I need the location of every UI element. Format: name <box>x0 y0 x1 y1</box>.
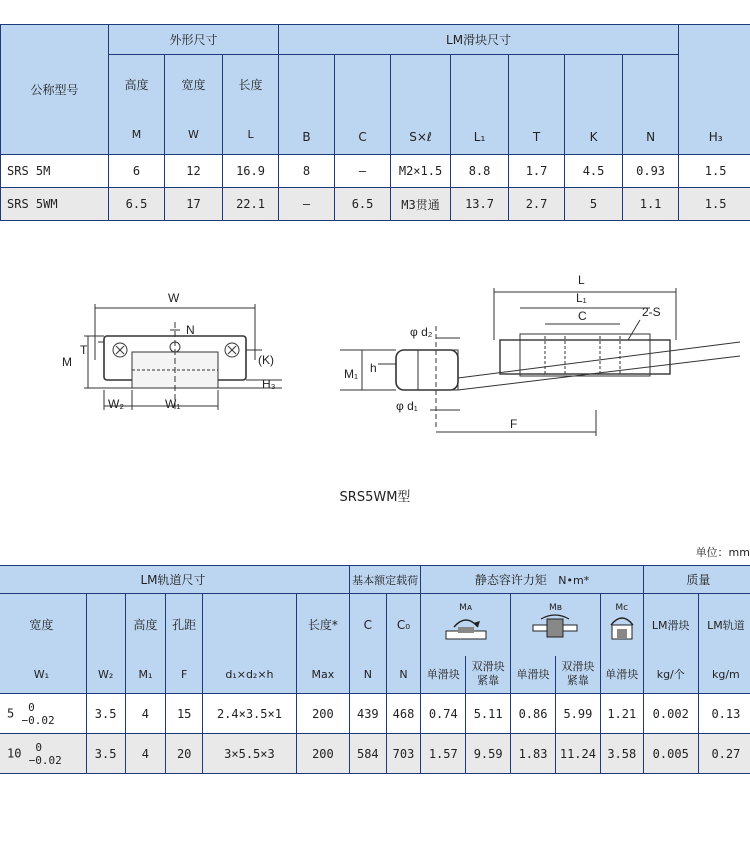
header-c0: C₀ <box>386 594 421 656</box>
tolerance <box>29 741 62 767</box>
cell: 13.7 <box>451 188 509 221</box>
w1-cell <box>0 734 86 774</box>
cell: 2.4×3.5×1 <box>203 694 297 734</box>
model-cell: SRS 5M <box>1 155 109 188</box>
diagram-caption: SRS5WM型 <box>339 490 411 505</box>
outer-dimensions-table <box>0 24 750 221</box>
cell: 6.5 <box>109 188 165 221</box>
cell: 5 <box>565 188 623 221</box>
label-f: F <box>510 417 518 431</box>
cell: 0.27 <box>698 734 750 774</box>
header-m1: M₁ <box>125 656 166 694</box>
table-row <box>0 734 750 774</box>
cell: 4 <box>125 734 166 774</box>
cell: 12 <box>165 155 223 188</box>
cell: 0.002 <box>643 694 698 734</box>
cell: 4.5 <box>565 155 623 188</box>
cell: 5.11 <box>466 694 511 734</box>
header-l: L <box>223 115 279 155</box>
tolerance <box>21 701 54 727</box>
cell: 8.8 <box>451 155 509 188</box>
header-kg-each: kg/个 <box>643 656 698 694</box>
header-ma-double: 双滑块紧靠 <box>466 656 511 694</box>
lm-block-dimensions-group: LM滑块尺寸 <box>279 25 679 55</box>
label-m1: M₁ <box>344 367 359 381</box>
cell: 1.5 <box>679 155 750 188</box>
header-l1: L₁ <box>451 55 509 155</box>
w1-cell <box>0 694 86 734</box>
table-row <box>0 694 750 734</box>
header-ma-single: 单滑块 <box>421 656 466 694</box>
cell: 1.1 <box>623 188 679 221</box>
header-s-l: S×ℓ <box>391 55 451 155</box>
model-cell: SRS 5WM <box>1 188 109 221</box>
mass-group: 质量 <box>643 566 750 594</box>
cell: 8 <box>279 155 335 188</box>
label-w1: W₁ <box>165 397 181 411</box>
moment-unit: N•m* <box>558 574 590 587</box>
cell: 5.99 <box>555 694 600 734</box>
header-blank <box>86 594 125 656</box>
header-pitch: 孔距 <box>166 594 203 656</box>
header-w1: W₁ <box>0 656 86 694</box>
label-c: C <box>578 309 587 323</box>
cell: 468 <box>386 694 421 734</box>
tol-lower: −0.02 <box>28 753 62 767</box>
cell: 3×5.5×3 <box>203 734 297 774</box>
header-mc-single: 单滑块 <box>600 656 643 694</box>
header-mb-double: 双滑块紧靠 <box>555 656 600 694</box>
header-c: C <box>335 55 391 155</box>
unit-label: 单位：mm <box>695 546 750 559</box>
header-width: 宽度 <box>165 55 223 115</box>
cell: 16.9 <box>223 155 279 188</box>
header-blank <box>203 594 297 656</box>
w1-value: 10 <box>7 746 22 760</box>
header-f: F <box>166 656 203 694</box>
cell: M2×1.5 <box>391 155 451 188</box>
label-h3: H₃ <box>262 377 276 391</box>
header-mb-single: 单滑块 <box>511 656 556 694</box>
header-t: T <box>509 55 565 155</box>
mb-moment-icon <box>525 613 585 643</box>
cell: 22.1 <box>223 188 279 221</box>
label-l1: L₁ <box>576 291 587 305</box>
cell: 3.58 <box>600 734 643 774</box>
outer-dimensions-group: 外形尺寸 <box>109 25 279 55</box>
label-l: L <box>578 273 585 287</box>
header-rail-length: 长度* <box>296 594 349 656</box>
label-d2: φ d₂ <box>410 325 433 339</box>
label-m: M <box>62 355 72 369</box>
label-n: N <box>186 323 195 337</box>
rail-dimensions-table <box>0 565 750 774</box>
w1-value: 5 <box>7 706 15 720</box>
header-kg-m: kg/m <box>698 656 750 694</box>
cell: 584 <box>349 734 386 774</box>
header-max: Max <box>296 656 349 694</box>
cell: 2.7 <box>509 188 565 221</box>
cell: — <box>335 155 391 188</box>
cell: 0.74 <box>421 694 466 734</box>
cell: 9.59 <box>466 734 511 774</box>
rated-load-group: 基本额定载荷 <box>349 566 420 594</box>
label-2s: 2-S <box>642 305 661 319</box>
header-rail-width: 宽度 <box>0 594 86 656</box>
cell: 0.005 <box>643 734 698 774</box>
header-w: W <box>165 115 223 155</box>
moment-mb-cell <box>511 594 601 656</box>
cell: 1.21 <box>600 694 643 734</box>
cell: 1.57 <box>421 734 466 774</box>
srs5wm-drawing <box>0 260 750 460</box>
table-row <box>1 155 750 188</box>
cell: 200 <box>296 734 349 774</box>
header-lm-block-mass: LM滑块 <box>643 594 698 656</box>
ma-moment-icon <box>436 613 496 643</box>
cell: 1.5 <box>679 188 750 221</box>
header-length: 长度 <box>223 55 279 115</box>
header-w2: W₂ <box>86 656 125 694</box>
cell: 20 <box>166 734 203 774</box>
moment-ma-cell <box>421 594 511 656</box>
cell: 6.5 <box>335 188 391 221</box>
label-d1: φ d₁ <box>396 399 418 413</box>
cell: 1.83 <box>511 734 556 774</box>
header-n: N <box>623 55 679 155</box>
nominal-model-header: 公称型号 <box>1 25 109 155</box>
static-moment-group <box>421 566 643 594</box>
tol-upper: 0 <box>28 700 35 714</box>
cell: 703 <box>386 734 421 774</box>
mb-label: Mʙ <box>548 603 562 614</box>
cell: 1.7 <box>509 155 565 188</box>
header-c0-unit: N <box>386 656 421 694</box>
label-w2: W₂ <box>108 397 124 411</box>
lm-rail-group: LM轨道尺寸 <box>0 566 349 594</box>
cell: M3贯通 <box>391 188 451 221</box>
label-t: T <box>80 343 88 357</box>
cell: 11.24 <box>555 734 600 774</box>
header-h3: H₃ <box>679 25 750 155</box>
header-k: K <box>565 55 623 155</box>
cell: 0.13 <box>698 694 750 734</box>
moment-title: 静态容许力矩 <box>474 573 547 587</box>
cell: 3.5 <box>86 694 125 734</box>
header-d1d2h: d₁×d₂×h <box>203 656 297 694</box>
cell: — <box>279 188 335 221</box>
cell: 0.86 <box>511 694 556 734</box>
cell: 439 <box>349 694 386 734</box>
mc-moment-icon <box>605 613 639 643</box>
header-lm-rail-mass: LM轨道 <box>698 594 750 656</box>
cell: 4 <box>125 694 166 734</box>
moment-mc-cell <box>600 594 643 656</box>
cell: 3.5 <box>86 734 125 774</box>
header-rail-height: 高度 <box>125 594 166 656</box>
header-height: 高度 <box>109 55 165 115</box>
tol-lower: −0.02 <box>21 713 55 727</box>
tol-upper: 0 <box>35 740 42 754</box>
header-c: C <box>349 594 386 656</box>
cell: 6 <box>109 155 165 188</box>
label-k: (K) <box>258 353 274 367</box>
table-row <box>1 188 750 221</box>
cell: 17 <box>165 188 223 221</box>
header-m: M <box>109 115 165 155</box>
header-b: B <box>279 55 335 155</box>
cell: 200 <box>296 694 349 734</box>
ma-label: Mᴀ <box>459 603 473 614</box>
header-c-unit: N <box>349 656 386 694</box>
mc-label: Mᴄ <box>615 603 629 614</box>
cell: 15 <box>166 694 203 734</box>
label-h: h <box>370 361 377 375</box>
label-w: W <box>168 291 180 305</box>
cell: 0.93 <box>623 155 679 188</box>
